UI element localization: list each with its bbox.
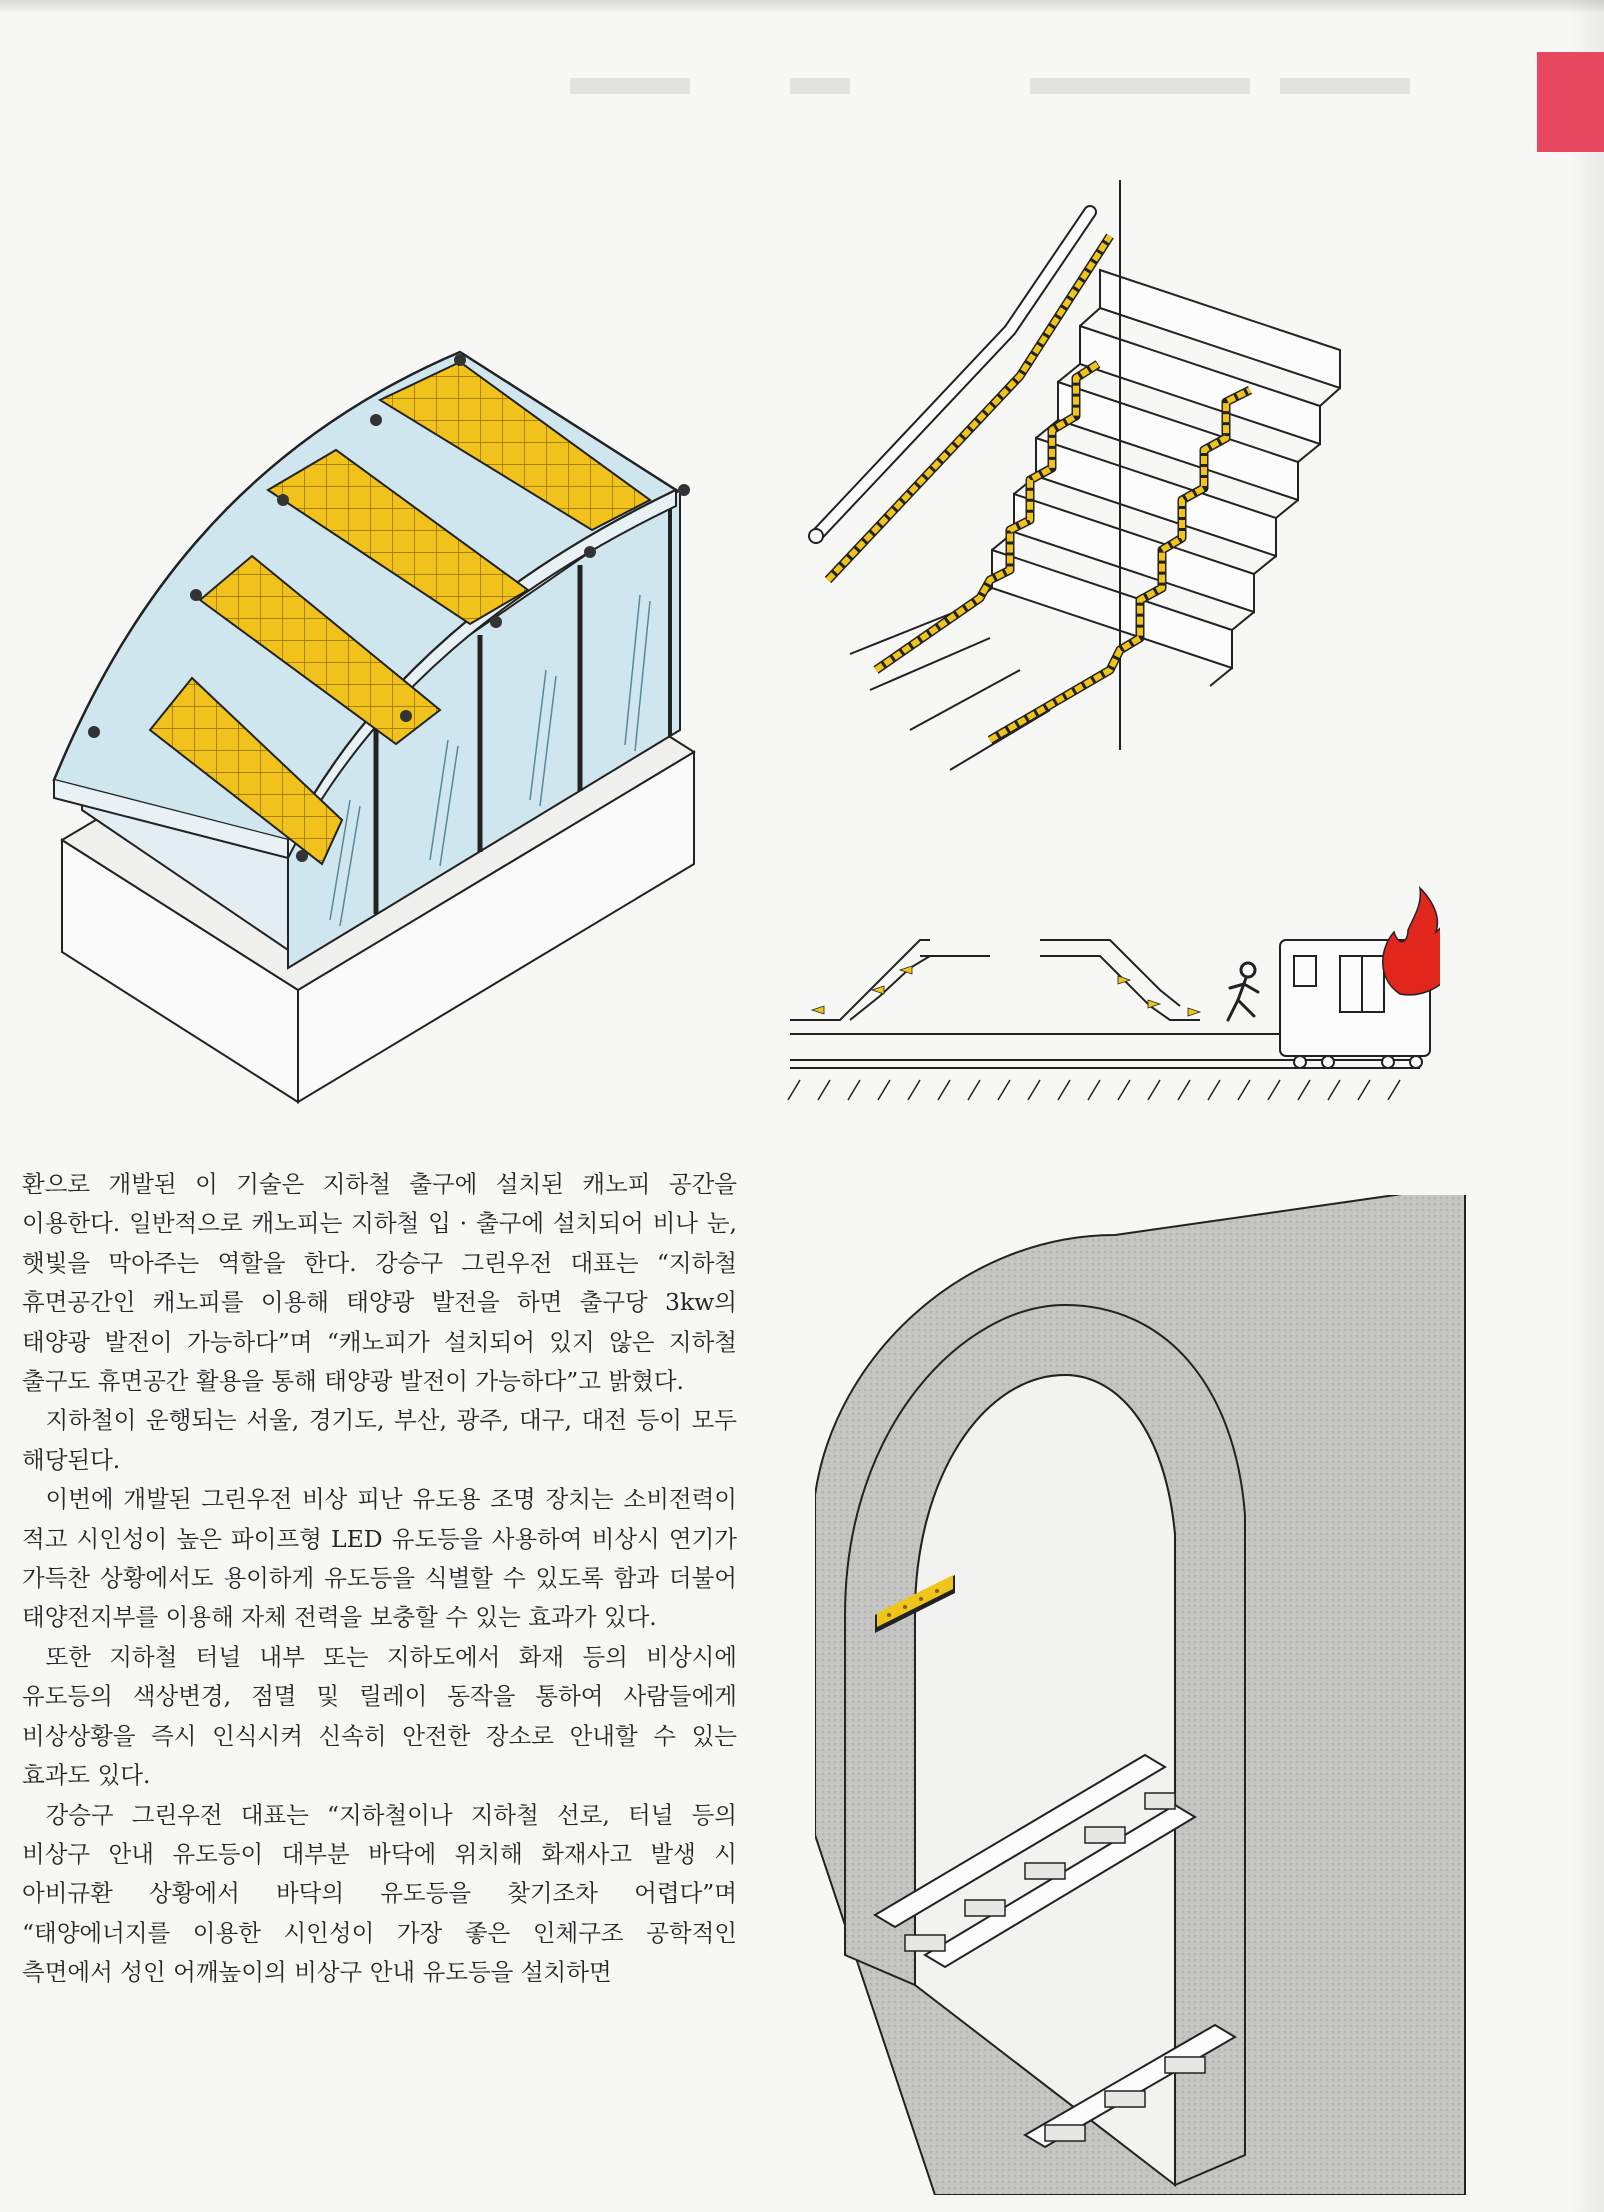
section-tab <box>1537 52 1604 152</box>
article-paragraph: 강승구 그린우전 대표는 “지하철이나 지하철 선로, 터널 등의 비상구 안내 유도등이 대부분 바닥에 위치해 화재사고 발생 시 아비규환 상황에서 바닥의 유도등을 찾기조차 어렵다”며 “태양에너지를 이용한 시인성이 가장 좋은 인체구조 공학적인 측면에서 성인 어깨높이의 비상구 안내 유도등을 설치하면 <box>22 1800 737 1987</box>
stair-guide-light-illustration <box>780 150 1500 790</box>
article-paragraph: 지하철이 운행되는 서울, 경기도, 부산, 광주, 대구, 대전 등이 모두 해당된다. <box>22 1406 737 1474</box>
article-paragraph: 이번에 개발된 그린우전 비상 피난 유도용 조명 장치는 소비전력이 적고 시인성이 높은 파이프형 LED 유도등을 사용하여 비상시 연기가 가득찬 상황에서도 용이하게 유도등을 식별할 수 있도록 함과 더불어 태양전지부를 이용해 자체 전력을 보충할 수 있는 효과가 있다. <box>22 1485 737 1632</box>
bleed-through-header <box>560 68 1460 108</box>
scan-shadow <box>0 0 1604 14</box>
spine-shadow <box>1568 0 1604 2212</box>
article-body <box>22 1165 737 1993</box>
tunnel-guide-light-illustration <box>815 1195 1475 2195</box>
solar-canopy-illustration <box>40 200 740 1140</box>
article-paragraph: 또한 지하철 터널 내부 또는 지하도에서 화재 등의 비상시에 유도등의 색상변경, 점멸 및 릴레이 동작을 통하여 사람들에게 비상상황을 즉시 인식시켜 신속히 안전한 장소로 안내할 수 있는 효과도 있다. <box>22 1642 737 1790</box>
station-evacuation-illustration <box>780 860 1440 1140</box>
article-paragraph: 환으로 개발된 이 기술은 지하철 출구에 설치된 캐노피 공간을 이용한다. 일반적으로 캐노피는 지하철 입 · 출구에 설치되어 비나 눈, 햇빛을 막아주는 역할을 한다. 강승구 그린우전 대표는 “지하철 휴면공간인 캐노피를 이용해 태양광 발전을 하면 출구당 3kw의 태양광 발전이 가능하다”며 “캐노피가 설치되어 있지 않은 지하철 출구도 휴면공간 활용을 통해 태양광 발전이 가능하다”고 밝혔다. <box>22 1170 737 1396</box>
